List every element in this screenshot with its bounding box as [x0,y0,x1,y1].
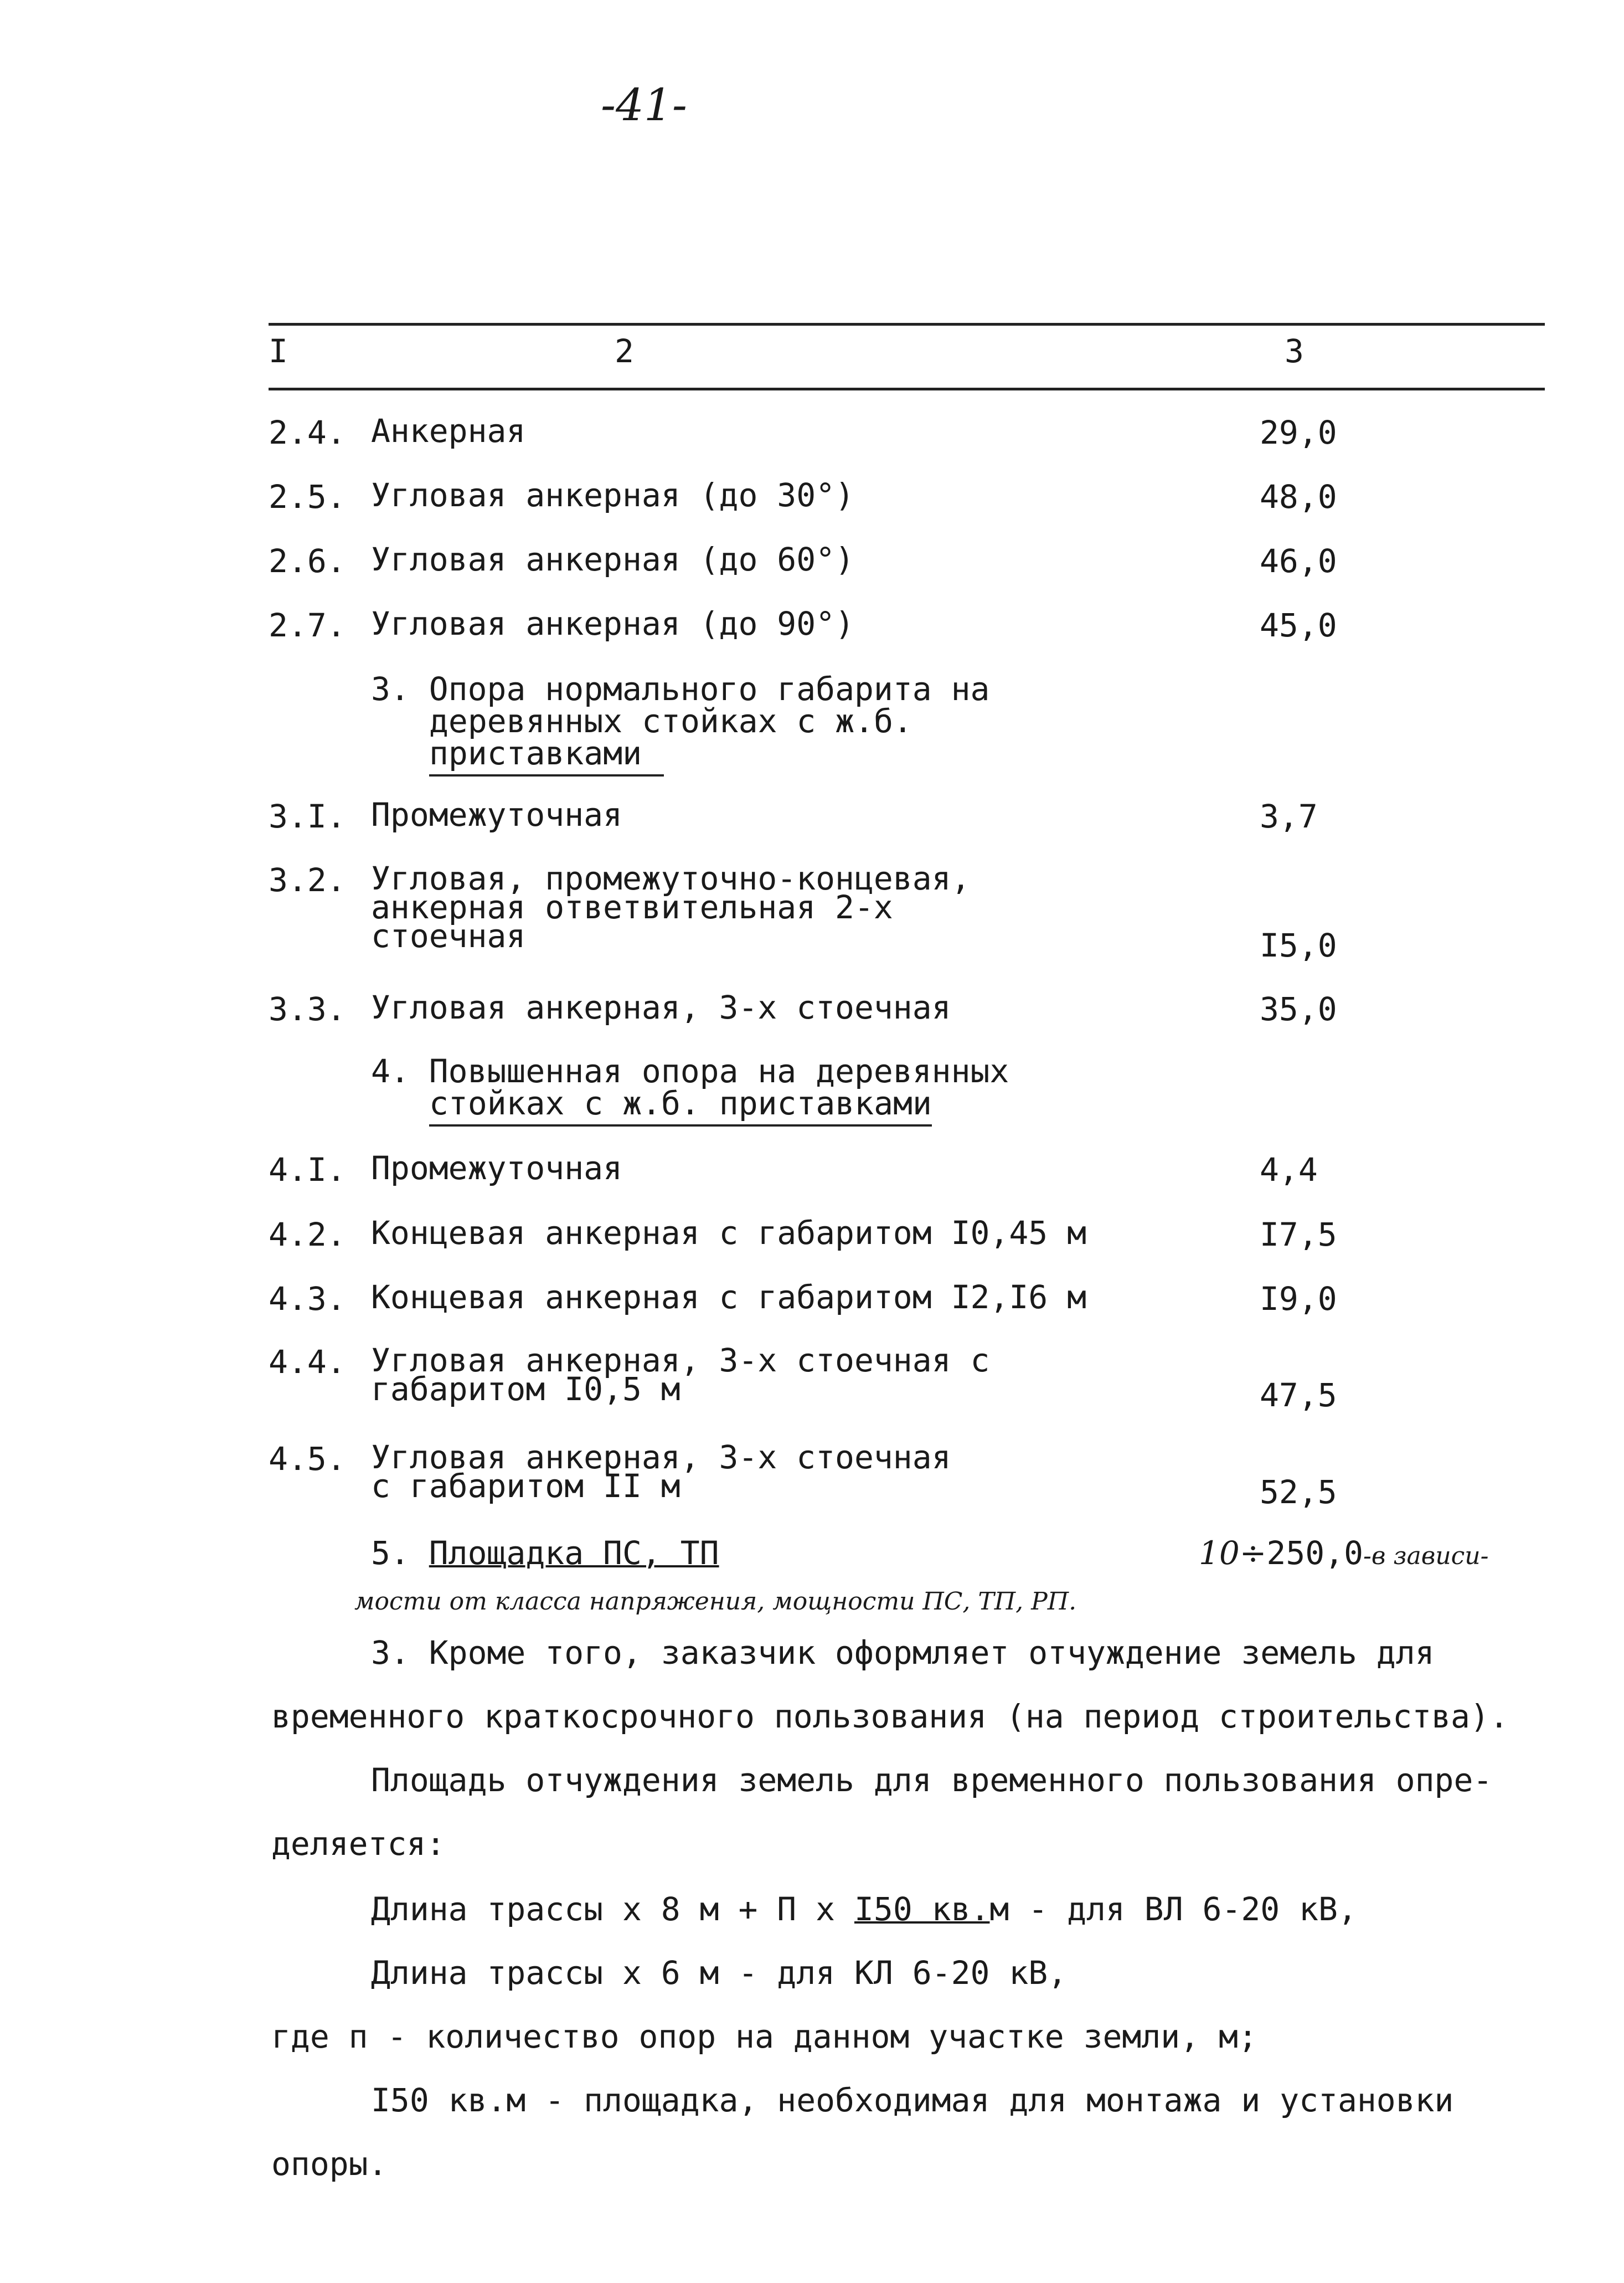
row-number: 2.6. [269,542,346,580]
row-text-line: с габаритом II м [371,1467,680,1505]
row-value: I9,0 [1260,1280,1337,1318]
paragraph-area-note-line2: опоры. [271,2145,388,2183]
handwritten-suffix: -в зависи- [1363,1542,1489,1570]
row-value: 45,0 [1260,606,1337,644]
row-number: 3.2. [269,861,346,899]
row-value: I5,0 [1260,927,1337,964]
section-5-value [1199,1534,1489,1572]
row-number: 3.3. [269,990,346,1028]
row-text: Концевая анкерная с габаритом I0,45 м [371,1214,1087,1252]
section-heading-text [371,1052,1009,1122]
row-text-line: габаритом I0,5 м [371,1370,680,1408]
section-number: 3. [371,670,410,708]
table-header-rule [269,388,1545,390]
section-line: приставками [429,734,664,777]
row-text: Угловая анкерная, 3-х стоечная [371,989,951,1026]
row-text: Промежуточная [371,1149,622,1187]
row-text: Угловая анкерная (до 30°) [371,476,854,514]
row-text [371,1341,990,1408]
row-text: Угловая анкерная (до 60°) [371,541,854,578]
row-number: 4.5. [269,1440,346,1478]
row-value: 52,5 [1260,1473,1337,1511]
row-number: 2.4. [269,414,346,451]
row-text: Концевая анкерная с габаритом I2,I6 м [371,1278,1087,1316]
row-number: 4.2. [269,1216,346,1253]
section-line: Площадка ПС, ТП [429,1534,719,1572]
row-number: 2.5. [269,478,346,516]
row-value: 3,7 [1260,798,1318,835]
row-text-line: Угловая анкерная, 3-х стоечная [371,1438,951,1476]
row-value: 35,0 [1260,990,1337,1028]
section-number: 4. [371,1052,410,1090]
row-value: 29,0 [1260,414,1337,451]
typed-value: 250,0 [1266,1534,1364,1572]
row-text-line: стоечная [371,917,526,955]
row-number: 4.3. [269,1280,346,1318]
paragraph-area-note-line1: I50 кв.м - площадка, необходимая для монтажа и установки [371,2081,1454,2119]
row-value: I7,5 [1260,1216,1337,1253]
paragraph-area-line1: Площадь отчуждения земель для временного пользования опре- [371,1761,1493,1799]
row-value: 48,0 [1260,478,1337,516]
row-number: 3.I. [269,798,346,835]
section-heading-text [371,1534,719,1572]
section-line: деревянных стойках с ж.б. [429,702,912,740]
section-heading-text [371,670,990,772]
row-text: Промежуточная [371,796,622,834]
row-text: Анкерная [371,412,526,450]
formula-part: м - для ВЛ 6-20 кВ, [989,1890,1357,1928]
column-header-2: 2 [615,332,634,370]
row-text-line: Угловая, промежуточно-концевая, [371,860,971,897]
row-number: 2.7. [269,606,346,644]
handwritten-note: мости от класса напряжения, мощности ПС, ТП, РП. [354,1587,1077,1616]
row-value: 46,0 [1260,542,1337,580]
formula-part: Длина трассы х 8 м + П х [371,1890,854,1928]
section-line: Опора нормального габарита на [429,670,990,708]
row-value: 47,5 [1260,1376,1337,1414]
column-header-3: 3 [1285,332,1304,370]
row-number: 4.I. [269,1151,346,1189]
page-number: -41- [601,79,687,131]
row-number: 4.4. [269,1343,346,1381]
formula-cable-line: Длина трассы х 6 м - для КЛ 6-20 кВ, [371,1954,1068,1992]
column-header-1: I [269,332,288,370]
row-text: Угловая анкерная (до 90°) [371,605,854,642]
paragraph-3-line1: 3. Кроме того, заказчик оформляет отчуждение земель для [371,1634,1435,1672]
section-line: стойках с ж.б. приставками [429,1084,932,1127]
row-text-line: Угловая анкерная, 3-х стоечная с [371,1341,990,1379]
formula-overhead-line [371,1890,1357,1928]
section-number: 5. [371,1534,410,1572]
row-text [371,1438,951,1505]
where-clause: где п - количество опор на данном участке земли, м; [271,2018,1257,2055]
row-value: 4,4 [1260,1151,1318,1189]
formula-part-underlined: I50 кв. [854,1890,990,1928]
paragraph-3-line2: временного краткосрочного пользования (на период строительства). [271,1698,1509,1735]
handwritten-prefix: 10÷ [1199,1534,1267,1572]
table-top-rule [269,323,1545,326]
row-text-line: анкерная ответвительная 2-х [371,888,893,926]
paragraph-area-line2: деляется: [271,1825,446,1863]
section-line: Повышенная опора на деревянных [429,1052,1009,1090]
row-text [371,860,971,955]
